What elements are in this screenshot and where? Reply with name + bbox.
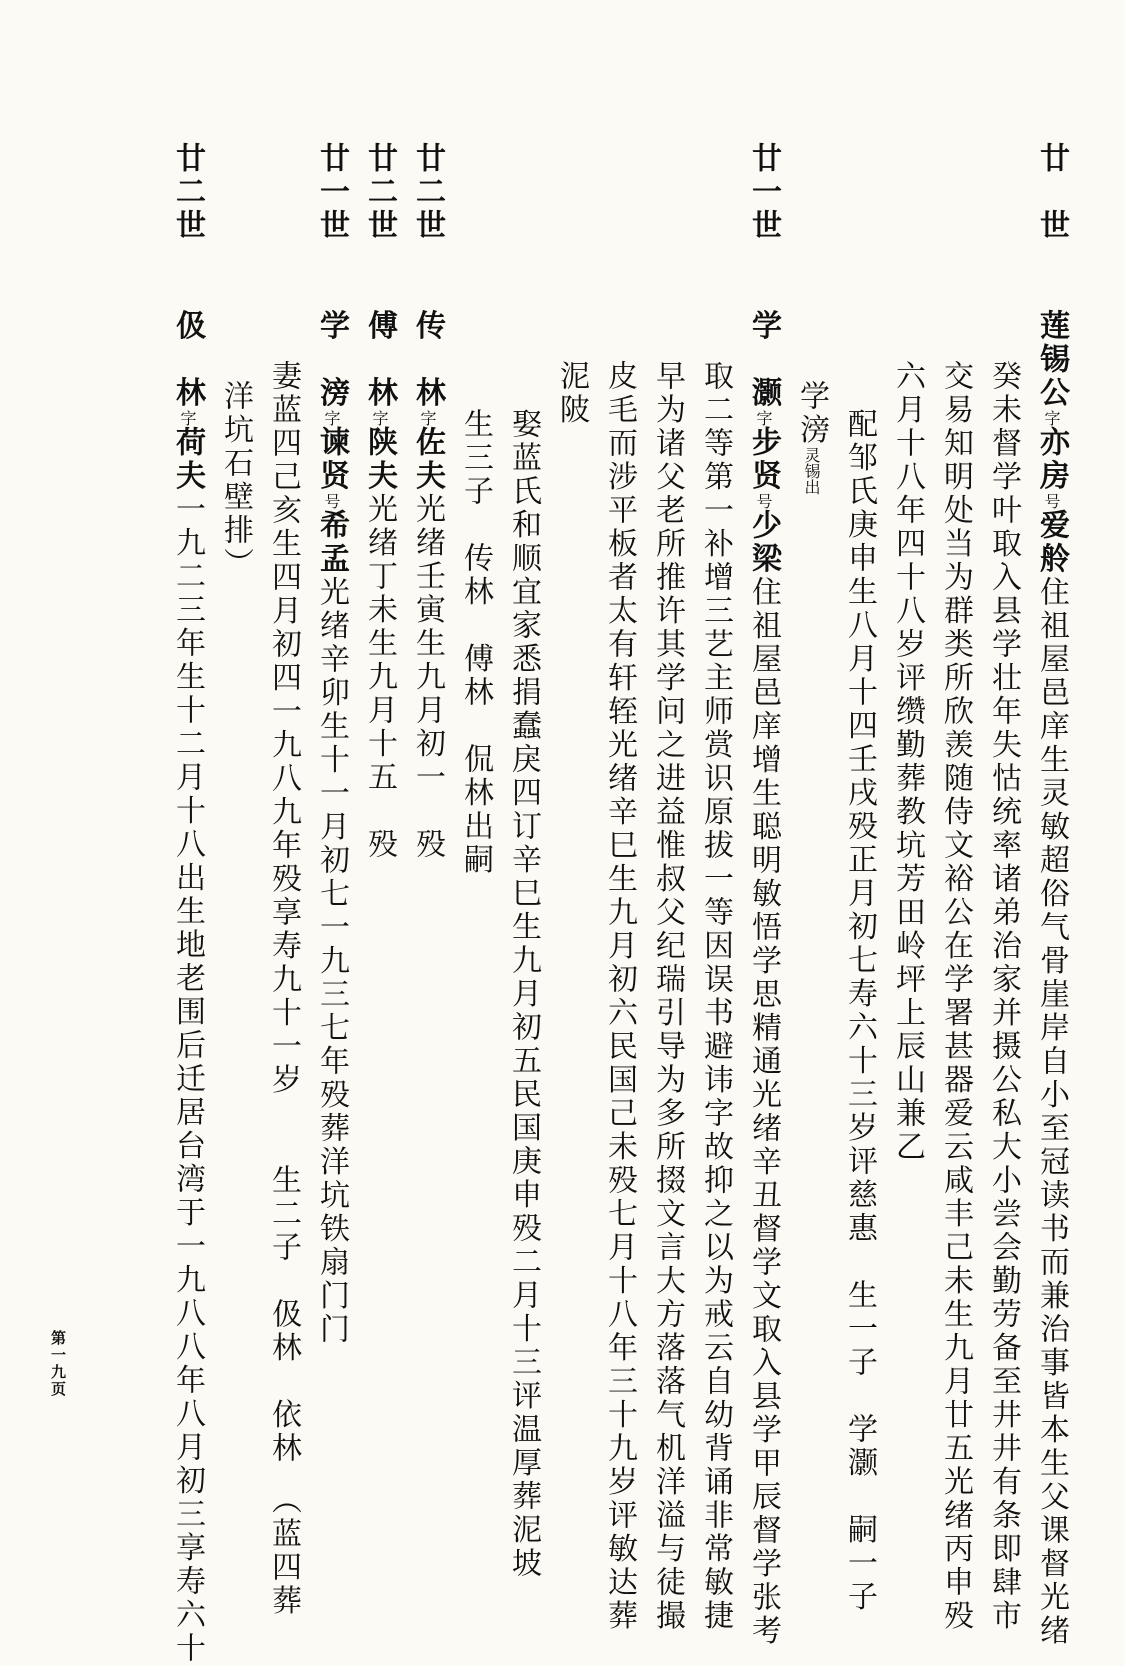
zi-marker: 字 [754,410,773,426]
art-name: 爱舲 [1034,509,1069,576]
hao-marker: 号 [1042,493,1061,509]
text-column-14 [405,142,449,862]
person-name: 学 灏 [746,309,781,410]
entry-text: 妻蓝四己亥生四月初四一九八九年殁享寿九十一岁 生二子 伋林 依林 （蓝四葬 [266,360,301,1618]
hao-marker: 号 [754,493,773,509]
entry-text: 一九二三年生十二月十八出生地老围后迁居台湾于一九八八年八月初三享寿六十 [170,493,205,1666]
entry-text: 光绪辛卯生十一月初七一九三七年殁葬洋坑铁扇门门 [314,576,349,1347]
page-number: 第一九页 [49,1330,67,1398]
entry-text: 生三子 传林 傅林 侃林出嗣 [458,408,493,877]
person-name: 伋 林 [170,309,205,410]
text-column-13 [453,408,497,877]
text-column-19 [165,142,209,1666]
courtesy-name: 佐夫 [410,426,445,493]
text-column-4 [885,360,929,1164]
generation-label: 廿二世 [170,142,205,243]
art-name: 少梁 [746,509,781,576]
entry-text: 交易知明处当为群类所欣羡随侍文裕公在学署甚器爱云咸丰己未生九月廿五光绪丙申殁 [938,360,973,1633]
courtesy-name: 陕夫 [362,426,397,493]
text-column-8 [693,360,737,1633]
entry-text: 洋坑石壁排） [218,380,253,581]
person-name: 传 林 [410,309,445,410]
generation-label: 廿 世 [1034,142,1069,243]
zi-marker: 字 [178,410,197,426]
courtesy-name: 荷夫 [170,426,205,493]
entry-text: 娶蓝氏和顺宜家悉捐蠢戾四订辛巳生九月初五民国庚申殁二月十三评温厚葬泥坡 [506,408,541,1581]
text-column-3 [933,360,977,1633]
text-column-1 [1029,142,1073,1648]
entry-text: 取二等第一补增三艺主师赏识原拔一等因误书避讳字故抑之以为戒云自幼背诵非常敏捷 [698,360,733,1633]
entry-text: 六月十八年四十八岁评缵勤葬教坑芳田岭坪上辰山兼乙 [890,360,925,1164]
courtesy-name: 步贤 [746,426,781,493]
entry-text: 配邹氏庚申生八月十四壬戌殁正月初七寿六十三岁评慈惠 生一子 学灏 嗣一子 [842,408,877,1614]
entry-text: 癸未督学叶取入县学壮年失怙统率诸弟治家并摄公私大小尝会勤劳备至井井有条即肆市 [986,360,1021,1633]
text-column-15 [357,142,401,862]
person-name: 莲锡公 [1034,309,1069,410]
text-column-7 [741,142,785,1648]
generation-label: 廿一世 [746,142,781,243]
zi-marker: 字 [418,410,437,426]
text-column-2 [981,360,1025,1633]
art-name: 希孟 [314,509,349,576]
generation-label: 廿一世 [314,142,349,243]
zi-marker: 字 [370,410,389,426]
entry-text: 光绪壬寅生九月初一 殁 [410,493,445,862]
text-column-18 [213,380,257,581]
generation-label: 廿二世 [410,142,445,243]
entry-text: 学滂 [794,380,829,447]
courtesy-name: 谏贤 [314,426,349,493]
person-name: 学 滂 [314,309,349,410]
text-column-12 [501,408,545,1581]
entry-text: 住祖屋邑庠增生聪明敏悟学思精通光绪辛丑督学文取入县学甲辰督学张考 [746,576,781,1648]
zi-marker: 字 [322,410,341,426]
hao-marker: 号 [322,493,341,509]
text-column-5 [837,408,881,1614]
text-column-16 [309,142,353,1347]
entry-text: 光绪丁未生九月十五 殁 [362,493,397,862]
entry-text: 皮毛而涉平板者太有轩轾光绪辛巳生九月初六民国己未殁七月十八年三十九岁评敏达葬 [602,360,637,1633]
text-column-10 [597,360,641,1633]
entry-text: 早为诸父老所推许其学问之进益惟叔父纪瑞引导为多所掇文言大方落落气机洋溢与徒撮 [650,360,685,1633]
zi-marker: 字 [1042,410,1061,426]
small-note: 灵锡出 [802,447,821,495]
entry-text: 泥陂 [554,360,589,427]
courtesy-name: 亦房 [1034,426,1069,493]
text-column-9 [645,360,689,1633]
text-column-17 [261,360,305,1618]
text-column-6 [789,380,833,495]
person-name: 傅 林 [362,309,397,410]
text-column-11 [549,360,593,427]
generation-label: 廿二世 [362,142,397,243]
entry-text: 住祖屋邑庠生灵敏超俗气骨崖岸自小至冠读书而兼治事皆本生父课督光绪 [1034,576,1069,1648]
